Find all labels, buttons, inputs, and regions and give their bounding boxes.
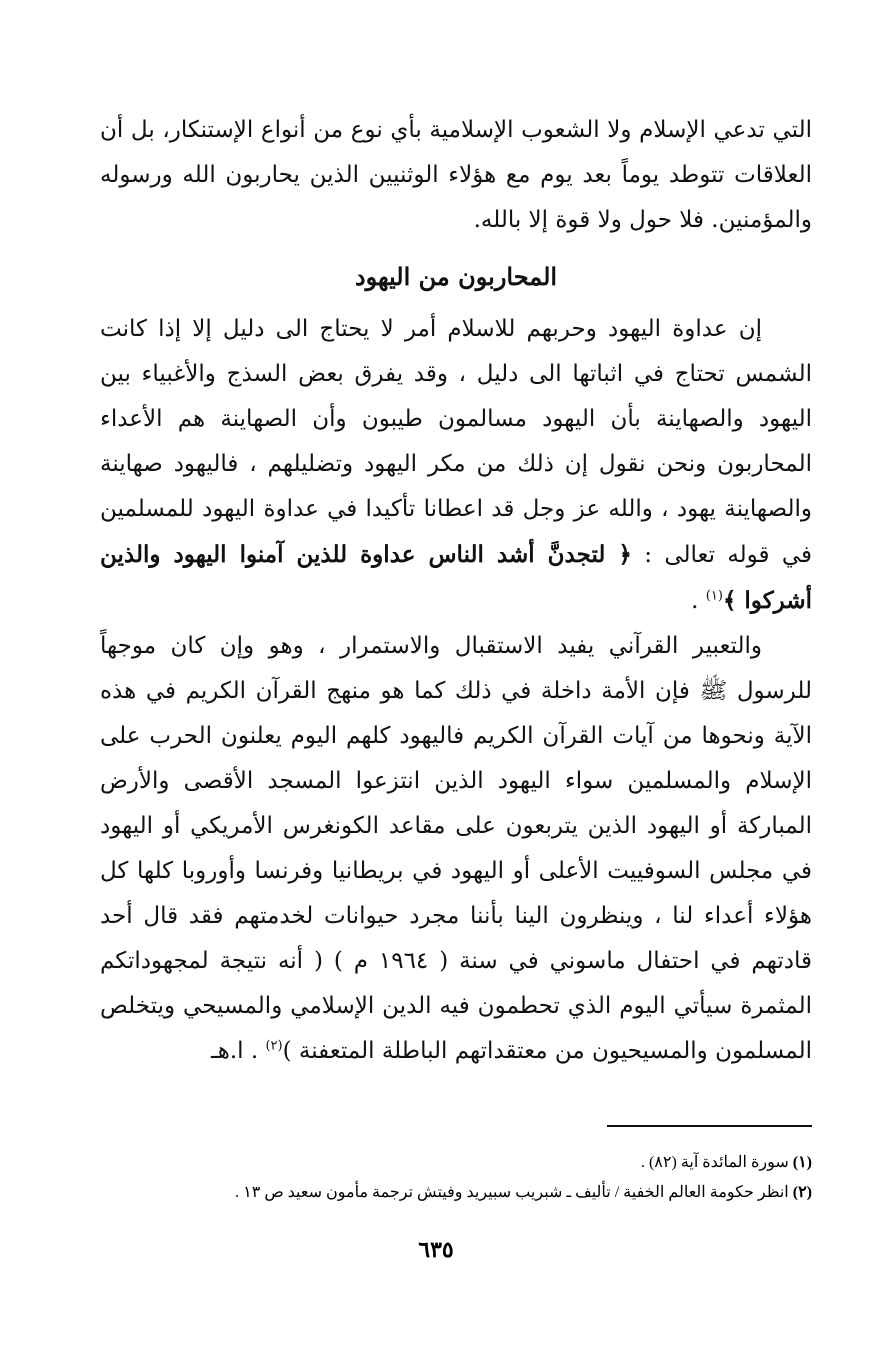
paragraph-intro: التي تدعي الإسلام ولا الشعوب الإسلامية بأي نوع من أنواع الإستنكار، بل أن العلاقات تتوطد يوماً بعد يوم مع هؤلاء الوثنيين الذين يحاربون الله ورسوله والمؤمنين. فلا حول ولا قوة إلا بالله. — [100, 117, 812, 233]
paragraph-text: إن عداوة اليهود وحربهم للاسلام أمر لا يحتاج الى دليل إلا إذا كانت الشمس تحتاج في اثباتها الى دليل ، وقد يفرق بعض السذج والأغبياء بين اليهود والصهاينة بأن اليهود مسالمون طيبون وأن الصهاينة هم الأعداء المحاربون ونحن نقول إن ذلك من مكر اليهود وتضليلهم ، فاليهود صهاينة والصهاينة يهود ، والله عز وجل قد اعطانا تأكيدا في عداوة اليهود للمسلمين في قوله تعالى : — [100, 316, 813, 568]
footnote-2 — [100, 1178, 812, 1208]
footnote-1 — [100, 1148, 812, 1178]
page-number: ٦٣٥ — [418, 1237, 454, 1262]
footnote-divider — [607, 1125, 812, 1127]
footnote-text: سورة المائدة آية (٨٢) . — [640, 1154, 789, 1171]
footnote-number: (١) — [792, 1154, 812, 1171]
footnotes — [100, 1148, 812, 1208]
paragraph-jews-enmity — [100, 307, 812, 624]
paragraph-quranic-expression — [100, 624, 812, 1074]
footnote-ref-1[interactable]: (١) — [705, 588, 723, 604]
paragraph-end: . ا.هـ — [210, 1038, 259, 1064]
footnote-ref-2[interactable]: (٢) — [265, 1038, 283, 1054]
footnote-number: (٢) — [792, 1184, 812, 1201]
paragraph-text: والتعبير القرآني يفيد الاستقبال والاستمرار ، وهو وإن كان موجهاً للرسول ﷺ فإن الأمة داخلة في ذلك كما هو منهج القرآن الكريم في هذه الآية ونحوها من آيات القرآن الكريم فاليهود كلهم اليوم يعلنون الحرب على الإسلام والمسلمين سواء اليهود الذين انتزعوا المسجد الأقصى والأرض المباركة أو اليهود الذين يتربعون على مقاعد الكونغرس الأمريكي أو اليهود في مجلس السوفييت الأعلى أو اليهود في بريطانيا وفرنسا وأوروبا كلها كل هؤلاء أعداء لنا ، وينظرون الينا بأننا مجرد حيوانات لخدمتهم فقد قال أحد قادتهم في احتفال ماسوني في سنة ( ١٩٦٤ م ) ( أنه نتيجة لمجهوداتكم المثمرة سيأتي اليوم الذي تحطمون فيه الدين الإسلامي والمسيحي ويتخلص المسلمون والمسيحيون من معتقداتهم الباطلة المتعفنة ) — [100, 633, 812, 1064]
footnote-text: انظر حكومة العالم الخفية / تأليف ـ شبريب سبيريد وفيتش ترجمة مأمون سعيد ص ١٣ . — [235, 1184, 789, 1201]
paragraph-end: . — [691, 588, 699, 614]
section-heading: المحاربون من اليهود — [354, 262, 558, 291]
quran-quote: ﴿ لتجدنَّ أشد الناس عداوة للذين آمنوا اليهود والذين أشركوا ﴾ — [100, 541, 812, 614]
